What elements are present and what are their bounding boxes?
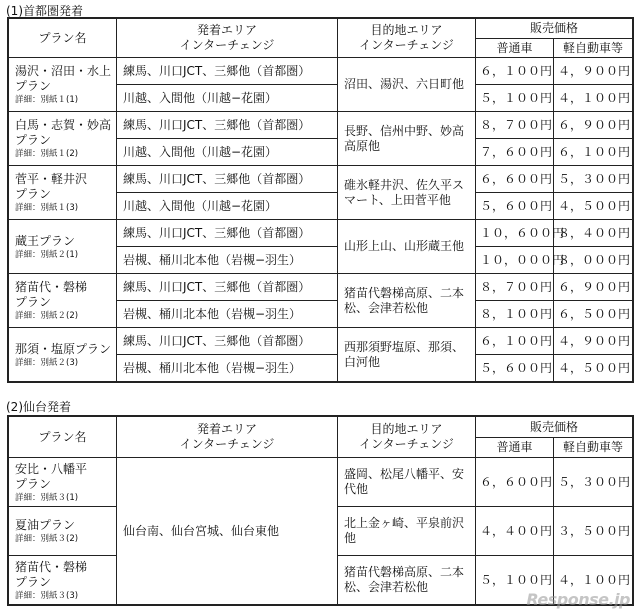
- plan-name: プラン: [15, 574, 52, 589]
- plan-detail-link[interactable]: 詳細：別紙２(2): [15, 311, 79, 321]
- destination-cell: 猪苗代磐梯高原、二本松、会津若松他: [338, 274, 476, 328]
- header-plan: プラン名: [9, 417, 117, 458]
- price-kei-cell: ４，１００円: [554, 85, 633, 112]
- price-kei-cell: ３，５００円: [554, 507, 633, 556]
- header-destination: 目的地エリア インターチェンジ: [338, 19, 476, 58]
- price-standard-cell: ８，７００円: [476, 274, 554, 301]
- plan-name: 湯沢・沼田・水上: [15, 64, 112, 78]
- plan-name-cell: [9, 556, 117, 605]
- destination-cell: 猪苗代磐梯高原、二本松、会津若松他: [338, 556, 476, 605]
- plan-detail-link[interactable]: 詳細：別紙１(1): [15, 95, 79, 105]
- plan-name-cell: [9, 166, 117, 220]
- price-kei-cell: ５，３００円: [554, 166, 633, 193]
- destination-cell: 沼田、湯沢、六日町他: [338, 58, 476, 112]
- plan-name: プラン: [15, 476, 52, 491]
- destination-cell: 西那須野塩原、那須、白河他: [338, 328, 476, 382]
- plan-name-cell: [9, 458, 117, 507]
- departure-area-cell: 川越、入間他（川越−花園）: [117, 85, 338, 112]
- departure-area-cell: 練馬、川口JCT、三郷他（首都圏）: [117, 328, 338, 355]
- price-kei-cell: ４，５００円: [554, 193, 633, 220]
- plan-detail-link[interactable]: 詳細：別紙２(3): [15, 357, 79, 368]
- header-kei-car: 軽自動車等: [554, 438, 633, 458]
- plan-name: 那須・塩原プラン: [15, 341, 112, 356]
- plan-name-cell: [9, 112, 117, 166]
- plan-name: プラン: [15, 133, 52, 147]
- plan-name: 夏油プラン: [15, 518, 76, 532]
- section2-table: [8, 416, 633, 605]
- price-standard-cell: ５，６００円: [476, 193, 554, 220]
- plan-name: 菅平・軽井沢: [15, 172, 88, 186]
- price-standard-cell: ４，４００円: [476, 507, 554, 556]
- plan-name: 猪苗代・磐梯: [15, 280, 88, 294]
- table-row: [9, 220, 633, 247]
- price-kei-cell: ４，９００円: [554, 58, 633, 85]
- departure-area-cell: 練馬、川口JCT、三郷他（首都圏）: [117, 112, 338, 139]
- destination-cell: 碓氷軽井沢、佐久平スマート、上田菅平他: [338, 166, 476, 220]
- price-standard-cell: １０，６００円: [476, 220, 554, 247]
- departure-area-cell: 仙台南、仙台宮城、仙台東他: [117, 458, 338, 605]
- price-standard-cell: ７，６００円: [476, 139, 554, 166]
- price-standard-cell: ５，１００円: [476, 556, 554, 605]
- section1-table: [8, 18, 633, 382]
- plan-name-cell: [9, 274, 117, 328]
- price-kei-cell: ６，５００円: [554, 301, 633, 328]
- destination-cell: 北上金ヶ崎、平泉前沢他: [338, 507, 476, 556]
- header-destination: 目的地エリア インターチェンジ: [338, 417, 476, 458]
- price-standard-cell: ６，６００円: [476, 458, 554, 507]
- price-standard-cell: ８，１００円: [476, 301, 554, 328]
- plan-name: 白馬・志賀・妙高: [15, 118, 112, 132]
- plan-detail-link[interactable]: 詳細：別紙１(3): [15, 203, 79, 213]
- price-standard-cell: ５，１００円: [476, 85, 554, 112]
- destination-cell: 盛岡、松尾八幡平、安代他: [338, 458, 476, 507]
- price-kei-cell: ８，４００円: [554, 220, 633, 247]
- price-kei-cell: ６，９００円: [554, 274, 633, 301]
- plan-detail-link[interactable]: 詳細：別紙３(1): [15, 492, 79, 503]
- price-kei-cell: ６，１００円: [554, 139, 633, 166]
- plan-name: 安比・八幡平: [15, 461, 88, 476]
- price-standard-cell: ６，１００円: [476, 58, 554, 85]
- departure-area-cell: 岩槻、桶川北本他（岩槻−羽生）: [117, 355, 338, 382]
- header-standard-car: 普通車: [476, 438, 554, 458]
- table-row: [9, 458, 633, 507]
- table-row: [9, 328, 633, 355]
- header-kei-car: 軽自動車等: [554, 39, 633, 58]
- plan-name-cell: [9, 220, 117, 274]
- price-kei-cell: ４，９００円: [554, 328, 633, 355]
- departure-area-cell: 練馬、川口JCT、三郷他（首都圏）: [117, 58, 338, 85]
- plan-name: 蔵王プラン: [15, 233, 76, 248]
- plan-detail-link[interactable]: 詳細：別紙２(1): [15, 249, 79, 260]
- price-kei-cell: ４，５００円: [554, 355, 633, 382]
- plan-detail-link[interactable]: 詳細：別紙３(3): [15, 590, 79, 601]
- price-standard-cell: ５，６００円: [476, 355, 554, 382]
- section1-title: (1)首都圏発着: [6, 4, 83, 18]
- departure-area-cell: 練馬、川口JCT、三郷他（首都圏）: [117, 166, 338, 193]
- plan-name-cell: [9, 58, 117, 112]
- table-row: [9, 274, 633, 301]
- plan-name-cell: [9, 328, 117, 382]
- response-watermark: Response.jp: [526, 590, 630, 609]
- header-area: 発着エリア インターチェンジ: [117, 417, 338, 458]
- destination-cell: 長野、信州中野、妙高高原他: [338, 112, 476, 166]
- departure-area-cell: 川越、入間他（川越−花園）: [117, 193, 338, 220]
- table-row: [9, 166, 633, 193]
- destination-cell: 山形上山、山形蔵王他: [338, 220, 476, 274]
- plan-name-cell: [9, 507, 117, 556]
- section2-title: (2)仙台発着: [6, 400, 71, 414]
- plan-detail-link[interactable]: 詳細：別紙３(2): [15, 534, 79, 544]
- plan-name: プラン: [15, 295, 52, 309]
- price-kei-cell: ８，０００円: [554, 247, 633, 274]
- price-standard-cell: ６，６００円: [476, 166, 554, 193]
- departure-area-cell: 川越、入間他（川越−花園）: [117, 139, 338, 166]
- header-area: 発着エリア インターチェンジ: [117, 19, 338, 58]
- header-standard-car: 普通車: [476, 39, 554, 58]
- departure-area-cell: 練馬、川口JCT、三郷他（首都圏）: [117, 220, 338, 247]
- header-price: 販売価格: [476, 19, 633, 39]
- departure-area-cell: 岩槻、桶川北本他（岩槻−羽生）: [117, 247, 338, 274]
- table-row: [9, 112, 633, 139]
- header-plan: プラン名: [9, 19, 117, 58]
- plan-name: プラン: [15, 79, 52, 93]
- plan-name: 猪苗代・磐梯: [15, 559, 88, 574]
- price-kei-cell: ６，９００円: [554, 112, 633, 139]
- table-row: [9, 58, 633, 85]
- price-kei-cell: ５，３００円: [554, 458, 633, 507]
- price-standard-cell: １０，０００円: [476, 247, 554, 274]
- price-standard-cell: ８，７００円: [476, 112, 554, 139]
- price-kei-cell: ４，１００円: [554, 556, 633, 605]
- header-price: 販売価格: [476, 417, 633, 438]
- departure-area-cell: 岩槻、桶川北本他（岩槻−羽生）: [117, 301, 338, 328]
- departure-area-cell: 練馬、川口JCT、三郷他（首都圏）: [117, 274, 338, 301]
- price-standard-cell: ６，１００円: [476, 328, 554, 355]
- plan-name: プラン: [15, 187, 52, 201]
- plan-detail-link[interactable]: 詳細：別紙１(2): [15, 149, 79, 159]
